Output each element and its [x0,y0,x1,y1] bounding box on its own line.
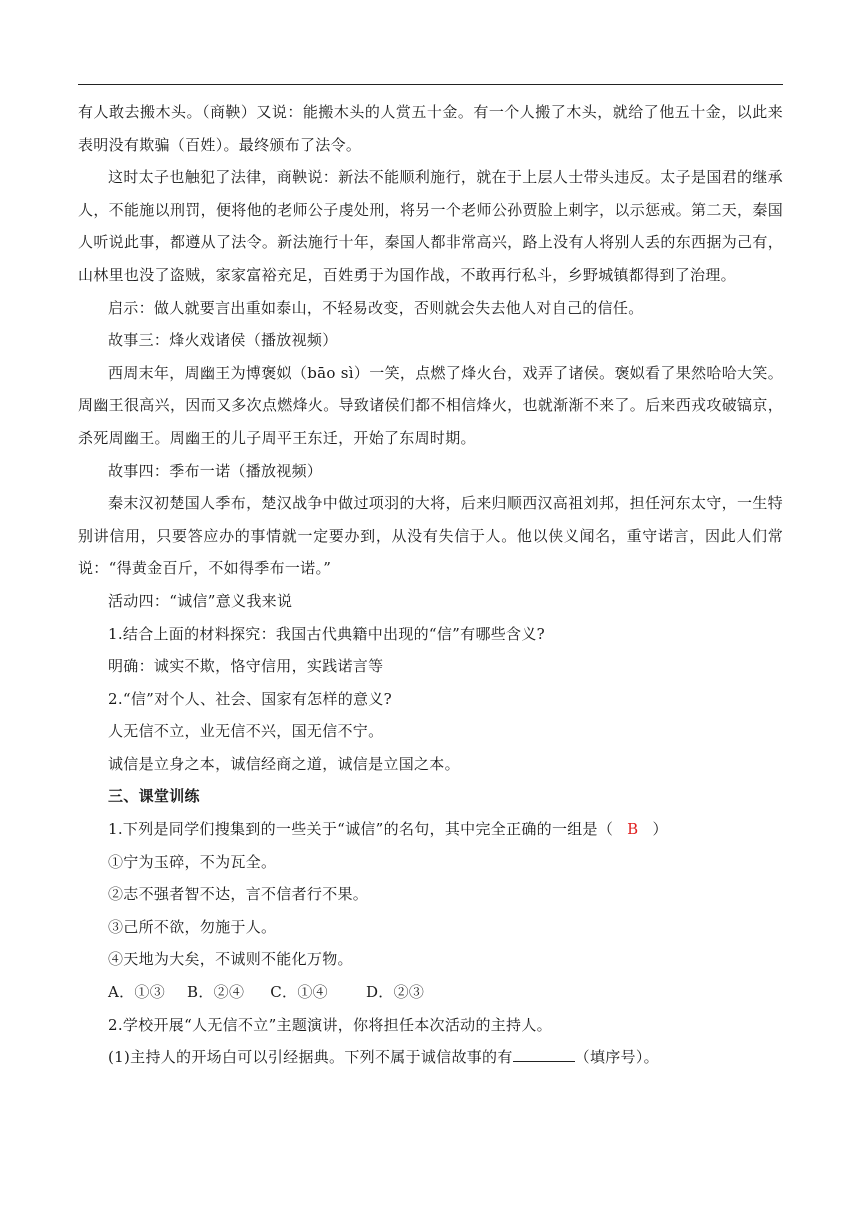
activity-question-2: 2.“信”对个人、社会、国家有怎样的意义? [108,689,392,708]
option-d: D．②③ [365,983,425,1002]
paragraph-story-four: 秦末汉初楚国人季布，楚汉战争中做过项羽的大将，后来归顺西汉高祖刘邦，担任河东太守，一生特别讲信用，只要答应办的事情就一定要办到，从没有失信于人。他以侠义闻名，重守诺言，因此人们常说：“得黄金百斤，不如得季布一诺。” [78,494,783,578]
question-2-sub-1-tail: （填序号）。 [574,1048,659,1067]
option-a: A．①③ [108,983,166,1002]
paragraph-shang-yang: 这时太子也触犯了法律，商鞅说：新法不能顺利施行，就在于上层人士带头违反。太子是国君的继承人，不能施以刑罚，便将他的老师公子虔处刑，将另一个老师公孙贾脸上刺字，以示惩戒。第二天，秦国人听说此事，都遵从了法令。新法施行十年，秦国人都非常高兴，路上没有人将别人丢的东西据为己有，山林里也没了盗贼，家家富裕充足，百姓勇于为国作战，不敢再行私斗，乡野城镇都得到了治理。 [78,168,783,284]
question-1-stem-close: ） [652,820,668,839]
option-b: B．②④ [187,983,245,1002]
question-1-stem-text: 1.下列是同学们搜集到的一些关于“诚信”的名句，其中完全正确的一组是（ [108,820,614,839]
activity-answer-2a: 人无信不立，业无信不兴，国无信不宁。 [108,722,384,741]
question-1-item: ④天地为大矣，不诚则不能化万物。 [108,950,353,969]
header-rule [78,84,783,85]
question-1-options [78,976,783,1009]
answer-blank[interactable] [513,1046,575,1062]
question-1-stem [78,813,783,846]
paragraph-insight: 启示：做人就要言出重如泰山，不轻易改变，否则就会失去他人对自己的信任。 [108,298,644,317]
answer-mark: B [627,820,639,839]
story-three-title: 故事三：烽火戏诸侯（播放视频） [108,331,338,350]
paragraph-story-three: 西周末年，周幽王为博褒姒（bāo sì）一笑，点燃了烽火台，戏弄了诸侯。褒姒看了果然哈哈大笑。周幽王很高兴，因而又多次点燃烽火。导致诸侯们都不相信烽火，也就渐渐不来了。后来西戎攻破镐京，杀死周幽王。周幽王的儿子周平王东迁，开始了东周时期。 [78,363,783,447]
activity-four-title: 活动四：“诚信”意义我来说 [108,591,293,610]
story-four-title: 故事四：季布一诺（播放视频） [108,461,323,480]
question-2-stem: 2.学校开展“人无信不立”主题演讲，你将担任本次活动的主持人。 [108,1015,552,1034]
option-c: C．①④ [270,983,328,1002]
section-heading: 三、课堂训练 [108,787,200,806]
paragraph-continuation: 有人敢去搬木头。（商鞅）又说：能搬木头的人赏五十金。有一个人搬了木头，就给了他五十金，以此来表明没有欺骗（百姓）。最终颁布了法令。 [78,103,783,154]
question-1-item: ②志不强者智不达，言不信者行不果。 [108,885,369,904]
activity-answer-1: 明确：诚实不欺，恪守信用，实践诺言等 [108,657,384,676]
question-2-sub-1 [78,1041,783,1074]
question-1-item: ①宁为玉碎，不为瓦全。 [108,852,277,871]
document-body [78,96,783,1074]
activity-question-1: 1.结合上面的材料探究：我国古代典籍中出现的“信”有哪些含义? [108,624,545,643]
question-1-item: ③己所不欲，勿施于人。 [108,917,277,936]
activity-answer-2b: 诚信是立身之本，诚信经商之道，诚信是立国之本。 [108,754,460,773]
question-2-sub-1-text: (1)主持人的开场白可以引经据典。下列不属于诚信故事的有 [108,1048,513,1067]
